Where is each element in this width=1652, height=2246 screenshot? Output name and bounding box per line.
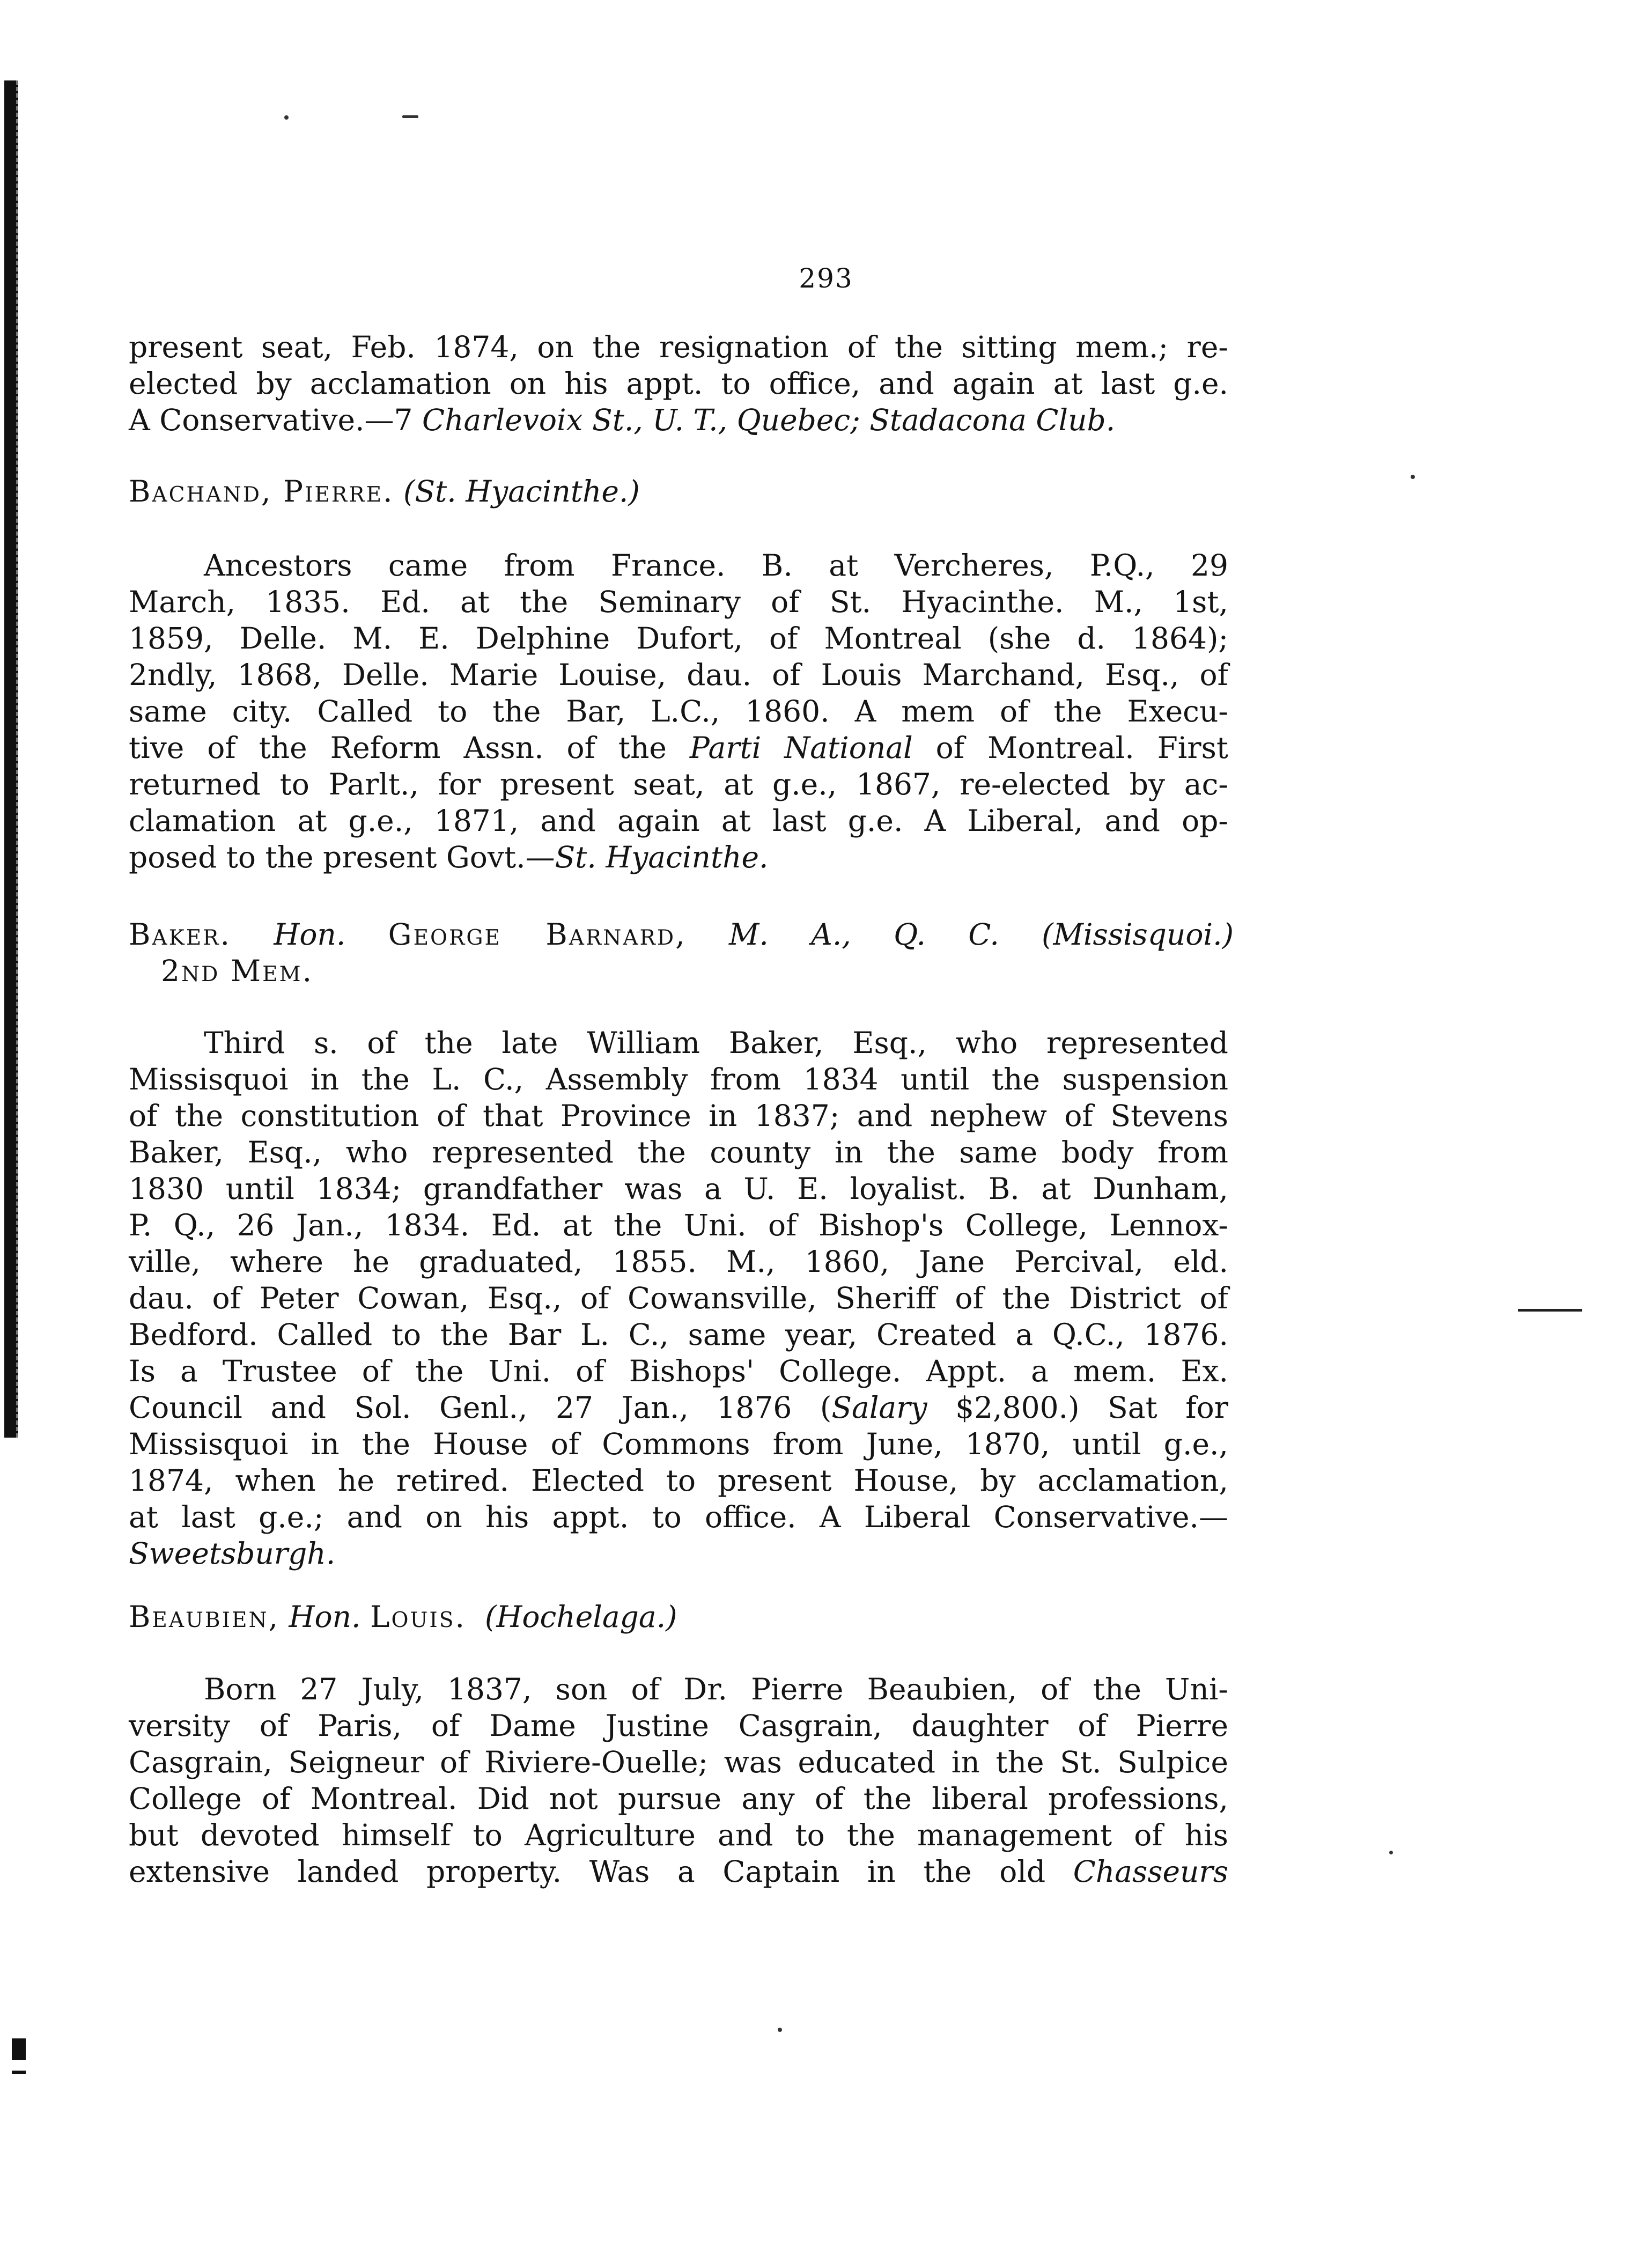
scan-mark: [12, 2071, 26, 2074]
text-line: present seat, Feb. 1874, on the resignation of the sitting mem.; re-: [129, 330, 1228, 364]
text-line: at last g.e.; and on his appt. to office. A Liberal Conservative.—: [129, 1500, 1228, 1534]
text-run: A Conservative.—7: [129, 403, 423, 437]
residence-address: St. Hyacinthe.: [555, 840, 769, 874]
salary-label: Salary: [831, 1390, 927, 1425]
text-line: [129, 730, 1228, 766]
text-line: dau. of Peter Cowan, Esq., of Cowansville, Sheriff of the District of: [129, 1281, 1228, 1315]
text-line: ville, where he graduated, 1855. M., 1860, Jane Percival, eld.: [129, 1244, 1228, 1279]
text-run: of Montreal. First: [912, 731, 1228, 765]
scan-speck: [1411, 475, 1415, 479]
regiment-name: Chasseurs: [1073, 1854, 1228, 1889]
member-given-name: George Barnard,: [388, 917, 687, 952]
scan-speck: [1389, 1851, 1393, 1854]
text-run: extensive landed property. Was a Captain in the old: [129, 1854, 1073, 1889]
text-line: Born 27 July, 1837, son of Dr. Pierre Beaubien, of the Uni-: [204, 1672, 1228, 1706]
member-title: Hon.: [289, 1600, 361, 1634]
text-line: elected by acclamation on his appt. to office, and again at last g.e.: [129, 366, 1228, 401]
text-line: of the constitution of that Province in 1837; and nephew of Stevens: [129, 1099, 1228, 1133]
riding-name: (Hochelaga.): [484, 1600, 677, 1634]
biography-baker: [129, 1025, 1228, 1572]
text-line: versity of Paris, of Dame Justine Casgrain, daughter of Pierre: [129, 1709, 1228, 1743]
member-degrees: M. A., Q. C.: [729, 917, 999, 952]
party-name: Parti National: [689, 731, 913, 765]
text-line: Bedford. Called to the Bar L. C., same year, Created a Q.C., 1876.: [129, 1317, 1228, 1352]
text-line: [129, 839, 1228, 875]
biography-bachand: [129, 547, 1228, 875]
margin-rule: [1518, 1309, 1582, 1312]
scan-speck: [284, 115, 289, 120]
text-run: Council and Sol. Genl., 27 Jan., 1876 (: [129, 1390, 832, 1425]
member-title: Hon.: [274, 917, 346, 952]
text-line: March, 1835. Ed. at the Seminary of St. Hyacinthe. M., 1st,: [129, 585, 1228, 619]
text-run: tive of the Reform Assn. of the: [129, 731, 690, 765]
text-line: [129, 1389, 1228, 1426]
text-line: Baker, Esq., who represented the county in the same body from: [129, 1135, 1228, 1169]
text-line: Casgrain, Seigneur of Riviere-Ouelle; was educated in the St. Sulpice: [129, 1745, 1228, 1779]
text-line: Missisquoi in the House of Commons from June, 1870, until g.e.,: [129, 1427, 1228, 1461]
text-line: 1859, Delle. M. E. Delphine Dufort, of Montreal (she d. 1864);: [129, 621, 1228, 656]
text-line: [129, 1853, 1228, 1890]
text-line: P. Q., 26 Jan., 1834. Ed. at the Uni. of Bishop's College, Lennox-: [129, 1208, 1228, 1242]
text-run: $2,800.) Sat for: [927, 1390, 1229, 1425]
entry-heading-bachand: [129, 473, 1234, 510]
entry-heading-baker: [129, 916, 1234, 953]
scan-speck: [402, 115, 418, 118]
residence-address: Sweetsburgh.: [129, 1536, 336, 1571]
seat-label: 2nd Mem.: [161, 954, 314, 988]
text-line: Missisquoi in the L. C., Assembly from 1834 until the suspension: [129, 1062, 1228, 1096]
text-run: posed to the present Govt.—: [129, 840, 555, 874]
scan-speck: [778, 2028, 782, 2032]
text-line: 1830 until 1834; grandfather was a U. E. loyalist. B. at Dunham,: [129, 1172, 1228, 1206]
text-line: Is a Trustee of the Uni. of Bishops' College. Appt. a mem. Ex.: [129, 1354, 1228, 1388]
continuation-paragraph: [129, 329, 1228, 438]
page-number: 293: [799, 263, 853, 294]
riding-name: (Missisquoi.): [1042, 917, 1234, 952]
text-line: 1874, when he retired. Elected to present House, by acclamation,: [129, 1463, 1228, 1498]
residence-address: Charlevoix St., U. T., Quebec; Stadacona Club.: [422, 403, 1116, 437]
member-seat: [161, 953, 313, 989]
text-line: returned to Parlt., for present seat, at g.e., 1867, re-elected by ac-: [129, 767, 1228, 801]
entry-heading-beaubien: [129, 1599, 1234, 1635]
text-line: 2ndly, 1868, Delle. Marie Louise, dau. of Louis Marchand, Esq., of: [129, 658, 1228, 692]
text-line: but devoted himself to Agriculture and to the management of his: [129, 1818, 1228, 1852]
text-line: [129, 402, 1228, 438]
member-name: Beaubien,: [129, 1600, 280, 1634]
text-line: same city. Called to the Bar, L.C., 1860. A mem of the Execu-: [129, 694, 1228, 728]
text-line: clamation at g.e., 1871, and again at last g.e. A Liberal, and op-: [129, 804, 1228, 838]
member-given-name: Louis.: [370, 1600, 466, 1634]
text-line: [129, 1535, 1228, 1572]
member-name: Bachand, Pierre.: [129, 474, 394, 509]
member-name: Baker.: [129, 917, 232, 952]
scan-mark: [12, 2038, 26, 2060]
text-line: Ancestors came from France. B. at Vercheres, P.Q., 29: [204, 548, 1228, 583]
riding-name: (St. Hyacinthe.): [403, 474, 640, 509]
text-line: Third s. of the late William Baker, Esq., who represented: [204, 1026, 1228, 1060]
biography-beaubien: [129, 1671, 1228, 1890]
text-line: College of Montreal. Did not pursue any of the liberal professions,: [129, 1781, 1228, 1816]
